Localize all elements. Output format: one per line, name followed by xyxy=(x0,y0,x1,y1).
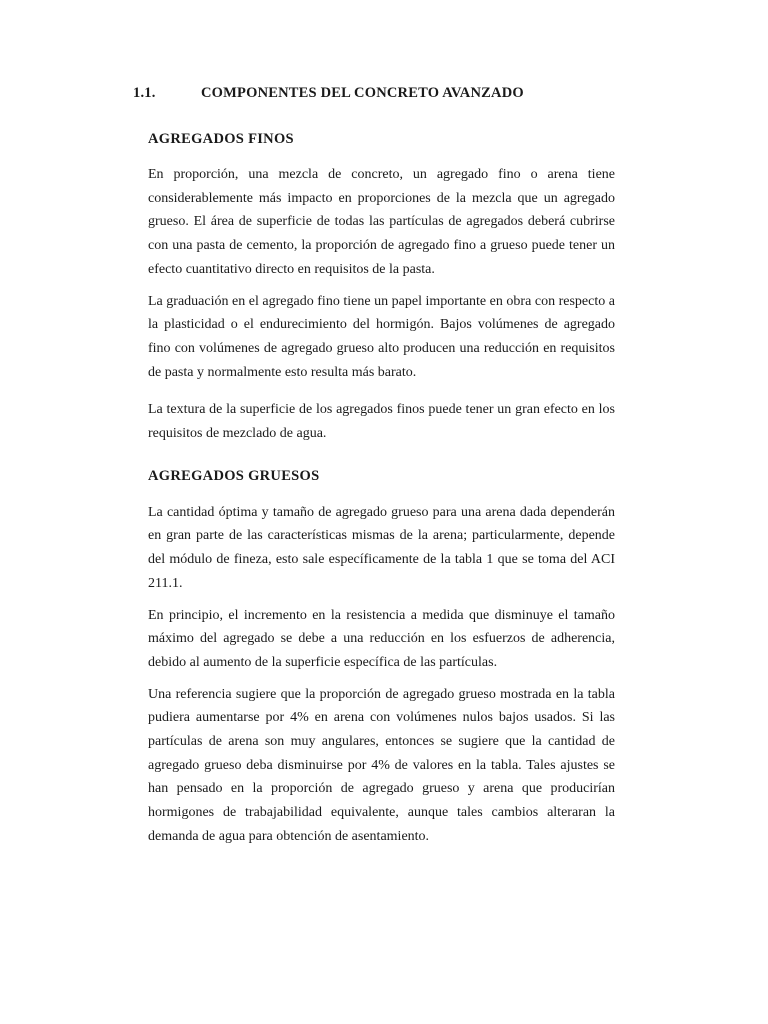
section-title: COMPONENTES DEL CONCRETO AVANZADO xyxy=(201,85,524,101)
paragraph-gruesos-3: Una referencia sugiere que la proporción de agregado grueso mostrada en la tabla pudiera aumentarse por 4% en arena con volúmenes nulos bajos usados. Si las partículas de arena son muy angulares, entonces se sugiere que la cantidad de agregado grueso deba disminuirse por 4% de valores en la tabla. Tales ajustes se han pensado en la proporción de agregado grueso y arena que producirían hormigones de trabajabilidad equivalente, aunque tales cambios alteraran la demanda de agua para obtención de asentamiento. xyxy=(148,686,615,844)
paragraph-gruesos-1: La cantidad óptima y tamaño de agregado grueso para una arena dada dependerán en gran parte de las características mismas de la arena; particularmente, depende del módulo de fineza, esto sale específicamente de la tabla 1 que se toma del ACI 211.1. xyxy=(148,504,615,591)
section-number: 1.1. xyxy=(133,85,156,101)
document-body xyxy=(148,131,615,857)
section-heading xyxy=(133,85,633,102)
subheading-agregados-finos: AGREGADOS FINOS xyxy=(148,131,294,147)
subheading-agregados-gruesos: AGREGADOS GRUESOS xyxy=(148,467,320,484)
paragraph-gruesos-2: En principio, el incremento en la resistencia a medida que disminuye el tamaño máximo del agregado se debe a una reducción en los esfuerzos de adherencia, debido al aumento de la superficie específica de las partículas. xyxy=(148,607,615,670)
paragraph-finos-2: La graduación en el agregado fino tiene un papel importante en obra con respecto a la plasticidad o el endurecimiento del hormigón. Bajos volúmenes de agregado fino con volúmenes de agregado grueso alto producen una reducción en requisitos de pasta y normalmente esto resulta más barato. xyxy=(148,293,615,380)
paragraph-finos-3: La textura de la superficie de los agregados finos puede tener un gran efecto en los requisitos de mezclado de agua. xyxy=(148,402,615,442)
paragraph-finos-1: En proporción, una mezcla de concreto, un agregado fino o arena tiene considerablemente más impacto en proporciones de la mezcla que un agregado grueso. El área de superficie de todas las partículas de agregados deberá cubrirse con una pasta de cemento, la proporción de agregado fino a grueso puede tener un efecto cuantitativo directo en requisitos de la pasta. xyxy=(148,167,615,277)
